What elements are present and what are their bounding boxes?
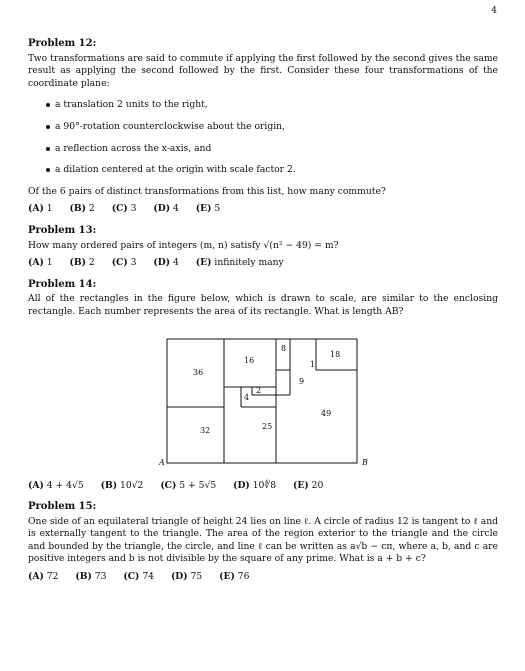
area-label: 25 xyxy=(262,421,273,431)
point-a-label: A xyxy=(159,457,165,467)
answer-choice: (D) 4 xyxy=(153,203,179,215)
area-label: 2 xyxy=(256,385,262,395)
problem-15 xyxy=(28,501,498,584)
answer-choice: (B) 73 xyxy=(75,571,107,583)
problem-heading: Problem 15: xyxy=(28,501,97,513)
problem-12 xyxy=(28,38,498,216)
area-label: 9 xyxy=(299,376,305,386)
problem-13 xyxy=(28,225,498,270)
area-label: 1 xyxy=(310,359,316,369)
problem-text: All of the rectangles in the figure below, which is drawn to scale, are similar to the enclosing rectangle. Each number represents the area of its rectangle. What is length AB? xyxy=(28,293,498,317)
point-b-label: B xyxy=(362,457,368,467)
area-label: 8 xyxy=(281,343,287,353)
answer-choice: (C) 3 xyxy=(111,257,137,269)
area-label: 32 xyxy=(200,425,211,435)
problem-question: Of the 6 pairs of distinct transformations from this list, how many commute? xyxy=(28,185,386,197)
rectangle-figure xyxy=(28,325,498,475)
bullet-icon xyxy=(46,125,50,129)
answer-choice: (C) 74 xyxy=(123,571,155,583)
list-item: a reflection across the x-axis, and xyxy=(28,143,498,156)
answer-choice: (A) 72 xyxy=(28,571,59,583)
problem-heading: Problem 13: xyxy=(28,224,97,236)
answer-choice: (D) 75 xyxy=(170,571,203,583)
answer-choice: (C) 3 xyxy=(111,203,137,215)
answer-choices xyxy=(28,571,498,584)
problem-heading: Problem 12: xyxy=(28,38,97,49)
answer-choices xyxy=(28,480,498,493)
answer-choice: (B) 2 xyxy=(69,257,95,269)
area-label: 4 xyxy=(244,392,250,402)
answer-choice: (A) 1 xyxy=(28,203,53,215)
answer-choices xyxy=(28,203,498,216)
area-label: 16 xyxy=(244,355,255,365)
area-label: 36 xyxy=(193,367,204,377)
answer-choice: (B) 10√2 xyxy=(100,479,144,491)
problem-14 xyxy=(28,279,498,492)
area-label: 49 xyxy=(321,408,332,418)
transformation-list xyxy=(28,99,498,176)
rectangle-diagram xyxy=(28,325,498,475)
page-content xyxy=(28,38,498,593)
bullet-icon xyxy=(46,147,50,151)
answer-choice: (E) 76 xyxy=(219,571,250,583)
enclosing-rectangle xyxy=(167,339,357,463)
list-item: a dilation centered at the origin with scale factor 2. xyxy=(28,164,498,177)
list-item: a 90°-rotation counterclockwise about the origin, xyxy=(28,121,498,134)
answer-choice: (D) 10∜8 xyxy=(233,479,277,491)
answer-choice: (A) 1 xyxy=(28,257,53,269)
area-label: 18 xyxy=(330,349,341,359)
answer-choice: (B) 2 xyxy=(69,203,95,215)
answer-choice: (A) 4 + 4√5 xyxy=(28,479,84,491)
problem-text: Two transformations are said to commute if applying the first followed by the second gives the same result as applying the second followed by the first. Consider these four transformations of the coordinate plane: xyxy=(28,52,498,89)
answer-choices xyxy=(28,257,498,270)
answer-choice: (E) 5 xyxy=(195,203,221,215)
page-number: 4 xyxy=(491,6,497,16)
answer-choice: (C) 5 + 5√5 xyxy=(160,479,217,491)
problem-text: How many ordered pairs of integers (m, n) satisfy √(n² − 49) = m? xyxy=(28,239,339,251)
bullet-icon xyxy=(46,168,50,172)
problem-text: One side of an equilateral triangle of height 24 lies on line ℓ. A circle of radius 12 is tangent to ℓ and is externally tangent to the triangle. The area of the region exterior to the triangle and the circle and bounded by the triangle, the circle, and line ℓ can be written as a√b − cπ, where a, b, and c are positive integers and b is not divisible by the square of any prime. What is a + b + c? xyxy=(28,515,498,565)
problem-heading: Problem 14: xyxy=(28,278,97,290)
bullet-icon xyxy=(46,103,50,107)
list-item: a translation 2 units to the right, xyxy=(28,99,498,112)
answer-choice: (D) 4 xyxy=(153,257,179,269)
answer-choice: (E) 20 xyxy=(293,479,324,491)
answer-choice: (E) infinitely many xyxy=(195,257,284,269)
